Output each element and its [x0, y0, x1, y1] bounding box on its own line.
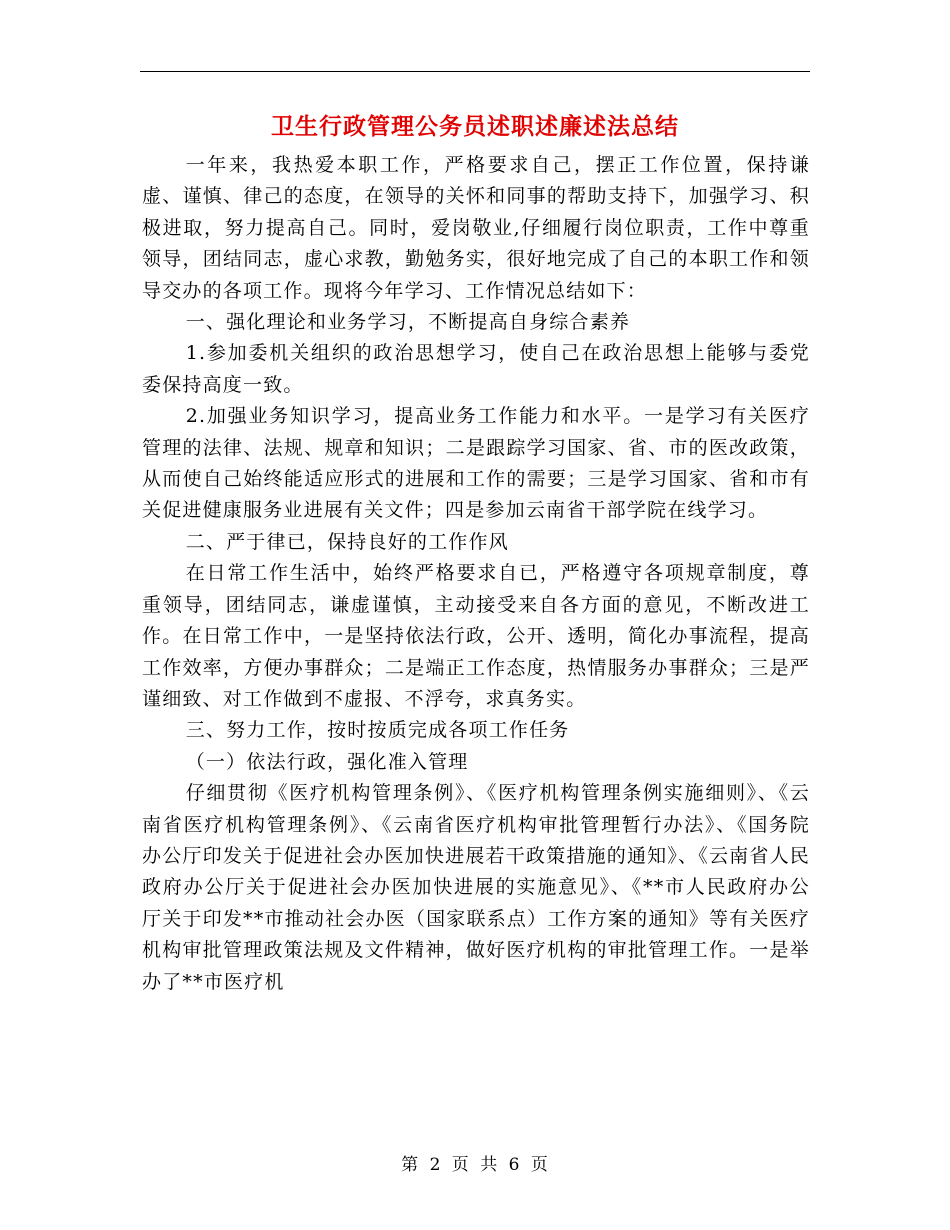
paragraph-item-1: 1.参加委机关组织的政治思想学习，使自己在政治思想上能够与委党委保持高度一致。 — [142, 342, 810, 396]
section-heading-1: 一、强化理论和业务学习，不断提高自身综合素养 — [185, 311, 631, 334]
paragraph-conduct: 在日常工作生活中，始终严格要求自已，严格遵守各项规章制度，尊重领导，团结同志，谦虚谨慎，主动接受来自各方面的意见，不断改进工作。在日常工作中，一是坚持依法行政，公开、透明，简化办事流程，提高工作效率，方便办事群众；二是端正工作态度，热情服务办事群众；三是严谨细致、对工作做到不虚报、不浮夸，求真务实。 — [142, 562, 810, 710]
page-number-footer: 第 2 页 共 6 页 — [401, 1155, 549, 1175]
section-heading-2: 二、严于律已，保持良好的工作作风 — [185, 530, 509, 553]
document-body — [142, 150, 810, 998]
header-rule — [140, 71, 810, 72]
paragraph-item-2: 2.加强业务知识学习，提高业务工作能力和水平。一是学习有关医疗管理的法律、法规、规章和知识；二是跟踪学习国家、省、市的医改政策，从而使自己始终能适应形式的进展和工作的需要；三是学习国家、省和市有关促进健康服务业进展有关文件；四是参加云南省干部学院在线学习。 — [142, 405, 810, 522]
section-heading-3: 三、努力工作，按时按质完成各项工作任务 — [185, 719, 570, 742]
subsection-heading-1: （一）依法行政，强化准入管理 — [185, 750, 469, 773]
document-title: 卫生行政管理公务员述职述廉述法总结 — [271, 113, 679, 140]
paragraph-intro: 一年来，我热爱本职工作，严格要求自己，摆正工作位置，保持谦虚、谨慎、律己的态度，在领导的关怀和同事的帮助支持下，加强学习、积极进取，努力提高自己。同时，爱岗敬业,仔细履行岗位职责，工作中尊重领导，团结同志，虚心求教，勤勉务实，很好地完成了自己的本职工作和领导交办的各项工作。现将今年学习、工作情况总结如下： — [142, 154, 810, 302]
paragraph-regulations: 仔细贯彻《医疗机构管理条例》、《医疗机构管理条例实施细则》、《云南省医疗机构管理条例》、《云南省医疗机构审批管理暂行办法》、《国务院办公厅印发关于促进社会办医加快进展若干政策措施的通知》、《云南省人民政府办公厅关于促进社会办医加快进展的实施意见》、《**市人民政府办公厅关于印发**市推动社会办医（国家联系点）工作方案的通知》等有关医疗机构审批管理政策法规及文件精神，做好医疗机构的审批管理工作。一是举办了**市医疗机 — [142, 782, 810, 993]
